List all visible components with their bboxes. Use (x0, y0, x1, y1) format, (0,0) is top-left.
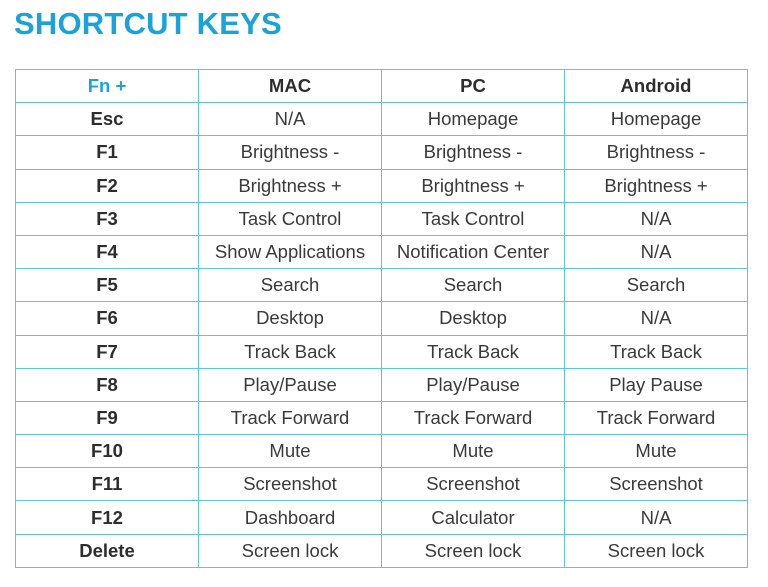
cell-android: Brightness - (565, 136, 748, 169)
cell-key: F6 (16, 302, 199, 335)
cell-key: F5 (16, 269, 199, 302)
column-header-android: Android (565, 70, 748, 103)
cell-mac: Track Forward (199, 401, 382, 434)
cell-key: F10 (16, 435, 199, 468)
cell-android: Screenshot (565, 468, 748, 501)
cell-pc: Task Control (382, 202, 565, 235)
table-row (16, 468, 748, 501)
cell-key: F2 (16, 169, 199, 202)
table-row (16, 335, 748, 368)
cell-android: Homepage (565, 103, 748, 136)
table-body (16, 103, 748, 568)
table-row (16, 169, 748, 202)
cell-key: F12 (16, 501, 199, 534)
table-row (16, 368, 748, 401)
table-row (16, 534, 748, 567)
cell-pc: Track Back (382, 335, 565, 368)
cell-android: N/A (565, 235, 748, 268)
cell-pc: Desktop (382, 302, 565, 335)
table-row (16, 435, 748, 468)
cell-pc: Play/Pause (382, 368, 565, 401)
page-title: SHORTCUT KEYS (14, 6, 282, 41)
column-header-pc: PC (382, 70, 565, 103)
cell-key: Esc (16, 103, 199, 136)
cell-mac: Dashboard (199, 501, 382, 534)
cell-pc: Mute (382, 435, 565, 468)
table-row (16, 302, 748, 335)
cell-pc: Calculator (382, 501, 565, 534)
cell-mac: Brightness + (199, 169, 382, 202)
cell-mac: Desktop (199, 302, 382, 335)
cell-pc: Screenshot (382, 468, 565, 501)
cell-android: Search (565, 269, 748, 302)
cell-key: F7 (16, 335, 199, 368)
cell-android: Play Pause (565, 368, 748, 401)
cell-pc: Screen lock (382, 534, 565, 567)
cell-android: N/A (565, 302, 748, 335)
cell-pc: Brightness - (382, 136, 565, 169)
cell-android: Brightness + (565, 169, 748, 202)
column-header-mac: MAC (199, 70, 382, 103)
cell-mac: Track Back (199, 335, 382, 368)
table-row (16, 269, 748, 302)
cell-mac: Task Control (199, 202, 382, 235)
cell-android: Mute (565, 435, 748, 468)
cell-key: F8 (16, 368, 199, 401)
cell-pc: Notification Center (382, 235, 565, 268)
cell-android: Screen lock (565, 534, 748, 567)
cell-pc: Brightness + (382, 169, 565, 202)
cell-pc: Search (382, 269, 565, 302)
cell-key: F1 (16, 136, 199, 169)
table-row (16, 501, 748, 534)
cell-mac: Brightness - (199, 136, 382, 169)
cell-mac: Screen lock (199, 534, 382, 567)
cell-android: N/A (565, 202, 748, 235)
cell-mac: Screenshot (199, 468, 382, 501)
table-row (16, 136, 748, 169)
cell-key: F9 (16, 401, 199, 434)
cell-key: F3 (16, 202, 199, 235)
column-header-fn: Fn + (16, 70, 199, 103)
table-row (16, 401, 748, 434)
table-row (16, 103, 748, 136)
cell-key: F4 (16, 235, 199, 268)
cell-mac: Search (199, 269, 382, 302)
cell-mac: Play/Pause (199, 368, 382, 401)
header-row (16, 70, 748, 103)
table-row (16, 202, 748, 235)
cell-android: N/A (565, 501, 748, 534)
cell-pc: Homepage (382, 103, 565, 136)
table-row (16, 235, 748, 268)
cell-android: Track Back (565, 335, 748, 368)
cell-mac: Mute (199, 435, 382, 468)
cell-pc: Track Forward (382, 401, 565, 434)
cell-mac: N/A (199, 103, 382, 136)
cell-mac: Show Applications (199, 235, 382, 268)
cell-key: Delete (16, 534, 199, 567)
cell-key: F11 (16, 468, 199, 501)
cell-android: Track Forward (565, 401, 748, 434)
shortcut-keys-table (15, 69, 748, 568)
table-header (16, 70, 748, 103)
